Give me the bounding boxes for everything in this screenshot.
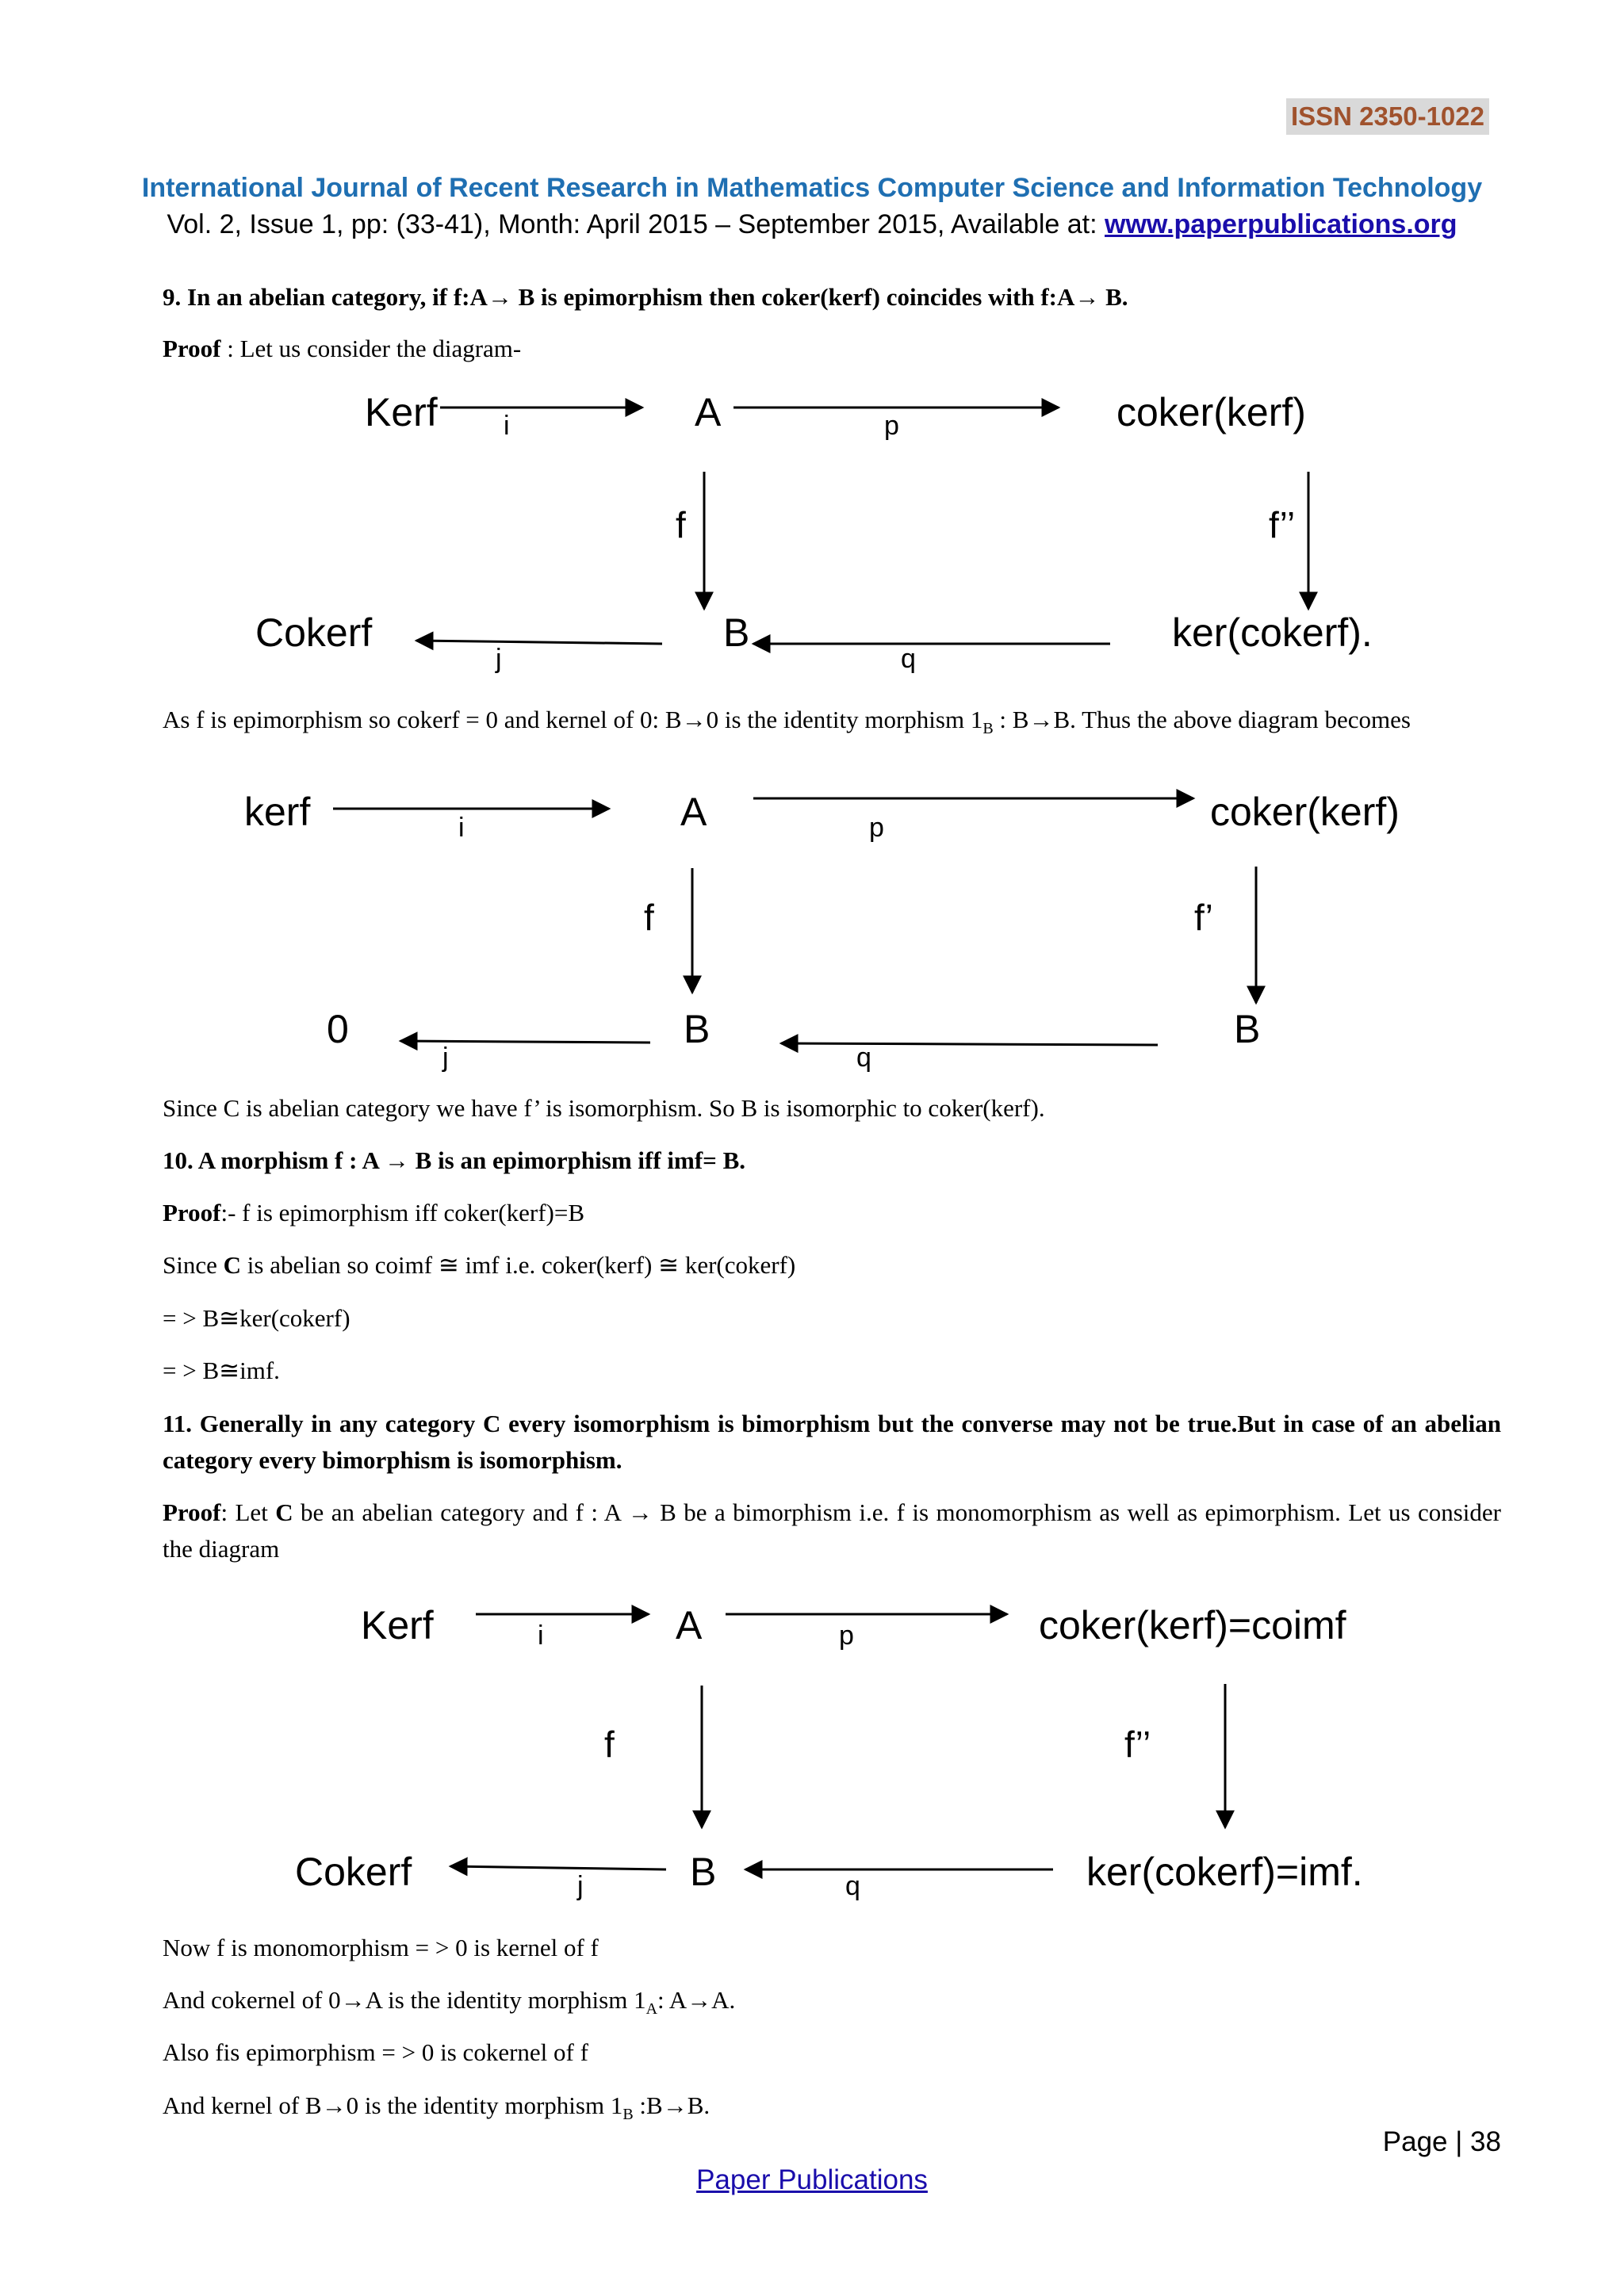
journal-url-link[interactable]: www.paperpublications.org <box>1105 209 1457 239</box>
diagram-3-label-i: i <box>538 1621 544 1651</box>
volume-line <box>0 209 1624 240</box>
diagram-1-node-kerf: Kerf <box>365 390 438 434</box>
proof-label: Proof <box>163 335 221 362</box>
diagram-3-node-kerf: Kerf <box>361 1603 434 1647</box>
diagram-2-arrow-j <box>400 1041 650 1043</box>
diagram-2-node-b: B <box>684 1007 710 1051</box>
tail-line-4 <box>163 2087 1501 2133</box>
text: :B→B. <box>633 2091 710 2119</box>
diagram-1 <box>0 373 1624 690</box>
diagram-2-node-b-right: B <box>1234 1007 1261 1051</box>
diagram-3-label-p: p <box>839 1621 854 1651</box>
diagram-2-node-kerf: kerf <box>244 790 311 834</box>
section-11-title: 11. Generally in any category C every isomorphism is bimorphism but the converse may not be true.But in case of an abelian category every bimorphism is isomorphism. <box>163 1410 1501 1474</box>
tail-line-2 <box>163 1982 1501 2027</box>
diagram-2-label-j: j <box>442 1043 449 1073</box>
diagram-3-node-a: A <box>676 1603 703 1647</box>
diagram-1-node-cokerf: Cokerf <box>255 610 373 655</box>
category-c: C <box>275 1498 293 1526</box>
subscript-b: B <box>622 2106 634 2124</box>
proof-label: Proof <box>163 1199 221 1226</box>
subscript-b: B <box>982 720 994 738</box>
diagram-2-arrow-q <box>781 1043 1158 1045</box>
section-11-proof <box>163 1494 1501 1567</box>
diagram-3-node-b: B <box>690 1850 717 1894</box>
section-10-proof <box>163 1195 1501 1231</box>
diagram-2-label-f: f <box>644 897 654 938</box>
page-number: Page | 38 <box>1382 2126 1501 2157</box>
section-9-proof <box>163 331 1501 367</box>
diagram-3-arrow-j <box>450 1866 666 1869</box>
diagram-1-arrow-j <box>416 641 662 644</box>
diagram-3-label-j: j <box>577 1871 584 1901</box>
diagram-2 <box>0 773 1624 1074</box>
text: be an abelian category and f : A → B be a bimorphism i.e. f is monomorphism as well as epimorphism. Let us consider the diagram <box>163 1498 1502 1563</box>
diagram-1-node-coker-kerf: coker(kerf) <box>1116 390 1306 434</box>
diagram-3-label-f: f <box>604 1724 615 1765</box>
section-10-line-1: = > B≅ker(cokerf) <box>163 1304 350 1332</box>
text: : Let <box>220 1498 276 1526</box>
diagram-1-label-f2: f’’ <box>1269 504 1296 545</box>
section-10-line-2: = > B≅imf. <box>163 1357 280 1384</box>
diagram-1-label-i: i <box>504 411 510 441</box>
diagram-3 <box>0 1586 1624 1911</box>
diagram-2-node-coker-kerf: coker(kerf) <box>1210 790 1400 834</box>
proof-label: Proof <box>163 1498 221 1526</box>
paragraph-text: As f is epimorphism so cokerf = 0 and kernel of 0: B→0 is the identity morphism 1 <box>163 706 983 733</box>
proof-text: : Let us consider the diagram- <box>220 335 522 362</box>
text: : A→A. <box>657 1986 736 2014</box>
diagram-1-label-p: p <box>884 411 899 441</box>
diagram-1-node-ker-cokerf: ker(cokerf). <box>1172 610 1373 655</box>
issn-badge: ISSN 2350-1022 <box>1286 98 1489 135</box>
diagram-2-node-0: 0 <box>327 1007 349 1051</box>
diagram-2-node-a: A <box>680 790 707 834</box>
diagram-1-node-b: B <box>723 610 750 655</box>
section-9-title: 9. In an abelian category, if f:A→ B is epimorphism then coker(kerf) coincides with f:A→ B. <box>163 283 1128 311</box>
paragraph-isomorphism: Since C is abelian category we have f’ is isomorphism. So B is isomorphic to coker(kerf). <box>163 1094 1045 1122</box>
tail-line-1: Now f is monomorphism = > 0 is kernel of f <box>163 1934 599 1961</box>
text: And cokernel of 0→A is the identity morphism 1 <box>163 1986 646 2014</box>
tail-line-3: Also fis epimorphism = > 0 is cokernel of f <box>163 2038 588 2066</box>
category-c: C <box>223 1251 242 1279</box>
diagram-3-label-q: q <box>845 1871 860 1901</box>
diagram-1-label-j: j <box>496 644 502 674</box>
section-10-since <box>163 1247 1501 1284</box>
diagram-3-node-cokerf: Cokerf <box>295 1850 412 1894</box>
publisher-link[interactable]: Paper Publications <box>696 2164 928 2195</box>
volume-info: Vol. 2, Issue 1, pp: (33-41), Month: April 2015 – September 2015, Available at: <box>167 209 1105 239</box>
diagram-2-label-i: i <box>458 813 465 843</box>
paragraph-epimorphism <box>163 702 1501 747</box>
diagram-3-node-coker-kerf: coker(kerf)=coimf <box>1039 1603 1346 1647</box>
section-10-title: 10. A morphism f : A → B is an epimorphism iff imf= B. <box>163 1146 746 1174</box>
text: And kernel of B→0 is the identity morphism 1 <box>163 2091 623 2119</box>
paragraph-text: : B→B. Thus the above diagram becomes <box>993 706 1411 733</box>
journal-title: International Journal of Recent Research in Mathematics Computer Science and Information Technology <box>141 173 1483 203</box>
diagram-1-label-q: q <box>901 644 916 674</box>
diagram-1-label-f: f <box>676 504 686 545</box>
diagram-2-label-q: q <box>856 1043 871 1073</box>
proof-text: :- f is epimorphism iff coker(kerf)=B <box>220 1199 585 1226</box>
text: Since <box>163 1251 224 1279</box>
diagram-1-node-a: A <box>695 390 722 434</box>
diagram-2-label-f2: f’ <box>1194 897 1213 938</box>
text: is abelian so coimf ≅ imf i.e. coker(kerf) ≅ ker(cokerf) <box>241 1251 796 1279</box>
subscript-a: A <box>645 2000 658 2019</box>
diagram-3-label-f2: f’’ <box>1124 1724 1151 1765</box>
diagram-2-label-p: p <box>869 813 884 843</box>
diagram-3-node-ker-cokerf: ker(cokerf)=imf. <box>1086 1850 1363 1894</box>
